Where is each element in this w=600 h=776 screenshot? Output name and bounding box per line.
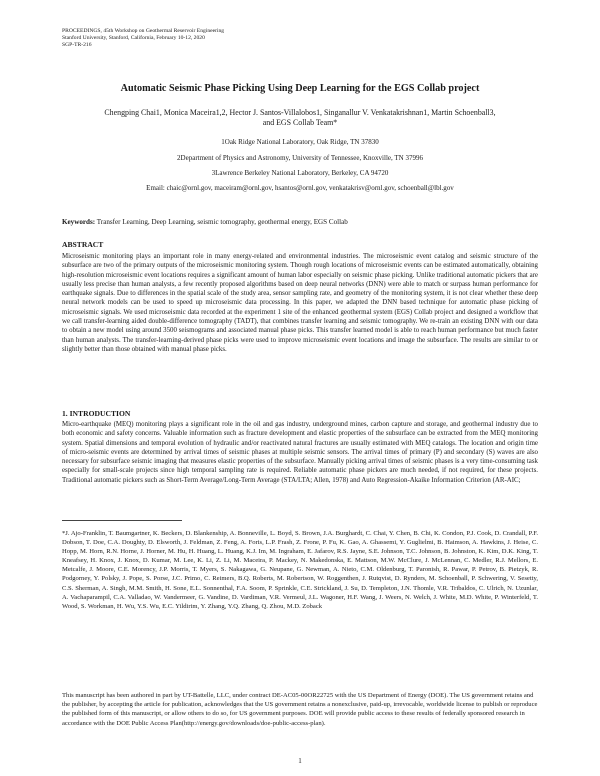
abstract-heading: ABSTRACT bbox=[62, 240, 104, 249]
header-line-3: SGP-TR-216 bbox=[62, 42, 92, 49]
affiliation-lbnl: 3Lawrence Berkeley National Laboratory, Berkeley, CA 94720 bbox=[211, 169, 389, 177]
keywords-text: Transfer Learning, Deep Learning, seismic tomography, geothermal energy, EGS Collab bbox=[96, 218, 348, 226]
keywords-label: Keywords: bbox=[62, 218, 96, 226]
author-line-1: Chengping Chai1, Monica Maceira1,2, Hector J. Santos-Villalobos1, Singanallur V. Venkatakrishnan1, Martin Schoenball3, bbox=[104, 108, 496, 117]
author-list bbox=[40, 108, 560, 128]
proceedings-header bbox=[62, 28, 224, 50]
paper-title: Automatic Seismic Phase Picking Using Deep Learning for the EGS Collab project bbox=[120, 83, 480, 94]
introduction-heading: 1. INTRODUCTION bbox=[62, 409, 131, 418]
keywords bbox=[62, 218, 348, 227]
affiliation-ornl: 1Oak Ridge National Laboratory, Oak Ridge, TN 37830 bbox=[221, 138, 379, 146]
header-line-1: PROCEEDINGS, 45th Workshop on Geothermal Reservoir Engineering bbox=[62, 28, 225, 34]
header-line-2: Stanford University, Stanford, California, February 10-12, 2020 bbox=[62, 35, 205, 42]
affiliation-utk: 2Department of Physics and Astronomy, University of Tennessee, Knoxville, TN 37996 bbox=[177, 154, 423, 162]
author-emails: Email: chaic@ornl.gov, maceiram@ornl.gov, hsantos@ornl.gov, venkatakrisv@ornl.gov, schoenball@lbl.gov bbox=[146, 184, 454, 192]
copyright-notice: This manuscript has been authored in part by UT-Battelle, LLC, under contract DE-AC05-00OR22725 with the US Department of Energy (DOE). The US government retains and the publisher, by accepting the article for publication, acknowledges that the US government retains a nonexclusive, paid-up, irrevocable, worldwide license to publish or reproduce the published form of this manuscript, or allow others to do so, for US government purposes. DOE will provide public access to these results of federally sponsored research in accordance with the DOE Public Access Plan(http://energy.gov/downloads/doe-public-access-plan). bbox=[62, 692, 538, 727]
abstract-text: Microseismic monitoring plays an important role in many energy-related and environmental industries. The microseismic event catalog and seismic structure of the subsurface are two of the primary outputs of the microseismic monitoring system. Though rough locations of microseismic events can be estimated automatically, obtaining high-resolution microseismic event locations requires a significant amount of human labor especially on seismic phase picking. Unlike traditional automatic pickers that are usually less precise than human analysts, a few recently proposed algorithms based on deep neural networks (DNN) were able to match or surpass human performance for earthquake signals. Due to differences in the spatial scale of the study area, sensor sampling rate, and geometry of the monitoring system, it is not clear whether these deep neural network models can be used to speed up microseismic data processing. In this paper, we adapted the DNN based technique for automatic phase picking of microseismic signals. We used microseismic data recorded at the experiment 1 site of the enhanced geothermal system (EGS) Collab project and designed a workflow that we call transfer-learning aided double-difference tomography (TADT), that combines transfer learning and seismic tomography. We re-train an existing DNN with our data to obtain a new model using around 3500 seismograms and associated manual phase picks. This transfer learned model is able to reach human performance but much faster than human analysts. The transfer-learning-derived phase picks were used to improve microseismic event locations and image the subsurface. The results are similar to or slightly better than those obtained with manual phase picks. bbox=[62, 253, 538, 353]
collab-team-footnote: *J. Ajo-Franklin, T. Baumgartner, K. Beckers, D. Blankenship, A. Bonneville, L. Boyd, S. Brown, J.A. Burghardt, C. Chai, Y. Chen, B. Chi, K. Condon, P.J. Cook, D. Crandall, P.F. Dobson, T. Doe, C.A. Doughty, D. Elsworth, J. Feldman, Z. Feng, A. Foris, L.P. Frash, Z. Frone, P. Fu, K. Gao, A. Ghassemi, Y. Guglielmi, B. Haimson, A. Hawkins, J. Heise, C. Hopp, M. Horn, R.N. Horne, J. Horner, M. Hu, H. Huang, L. Huang, K.J. Im, M. Ingraham, E. Jafarov, R.S. Jayne, S.E. Johnson, T.C. Johnson, B. Johnston, K. Kim, D.K. King, T. Kneafsey, H. Knox, J. Knox, D. Kumar, M. Lee, K. Li, Z. Li, M. Maceira, P. Mackey, N. Makedonska, E. Mattson, M.W. McClure, J. McLennan, C. Medler, R.J. Mellors, E. Metcalfe, J. Moore, C.E. Morency, J.P. Morris, T. Myers, S. Nakagawa, G. Neupane, G. Newman, A. Nieto, C.M. Oldenburg, T. Paronish, R. Pawar, P. Petrov, B. Pietzyk, R. Podgorney, Y. Polsky, J. Pope, S. Porse, J.C. Primo, C. Reimers, B.Q. Roberts, M. Robertson, W. Roggenthen, J. Rutqvist, D. Rynders, M. Schoenball, P. Schwering, V. Sesetty, C.S. Sherman, A. Singh, M.M. Smith, H. Sone, E.L. Sonnenthal, F.A. Soom, P. Sprinkle, C.E. Strickland, J. Su, D. Templeton, J.N. Thomle, V.R. Tribaldos, C. Ulrich, N. Uzunlar, A. Vachaparampil, C.A. Valladao, W. Vandermeer, G. Vandine, D. Vardiman, V.R. Vermeul, J.L. Wagoner, H.F. Wang, J. Weers, N. Welch, J. White, M.D. White, P. Winterfeld, T. Wood, S. Workman, H. Wu, Y.S. Wu, E.C. Yildirim, Y. Zhang, Y.Q. Zhang, Q. Zhou, M.D. Zoback bbox=[62, 530, 538, 610]
page-number: 1 bbox=[298, 757, 302, 765]
introduction-text: Micro-earthquake (MEQ) monitoring plays a significant role in the oil and gas industry, underground mines, carbon capture and storage, and geothermal industry due to both economic and safety concerns. Valuable information such as fracture development and elastic properties of the subsurface can be extracted from the MEQ monitoring system. Spatial dimensions and temporal evolution of hydraulic and/or reactivated natural fractures are usually estimated with MEQ catalogs. The location and origin time of micro-seismic events are determined by arrival times of seismic phases at multiple seismic sensors. The arrival times of primary (P) and secondary (S) waves are also necessary for subsurface seismic imaging that measures elastic properties of the subsurface. Manually picking arrival times of seismic phases is a very time-consuming task especially for small-scale projects since high temporal sampling rate is required. Reliable automatic phase pickers are much needed, if not required, for these projects. Traditional automatic pickers such as Short-Term Average/Long-Term Average (STA/LTA; Allen, 1978) and Auto Regression-Akaike Information Criterion (AR-AIC; bbox=[62, 421, 538, 484]
author-line-2: and EGS Collab Team* bbox=[262, 118, 338, 128]
footnote-divider bbox=[62, 520, 182, 521]
